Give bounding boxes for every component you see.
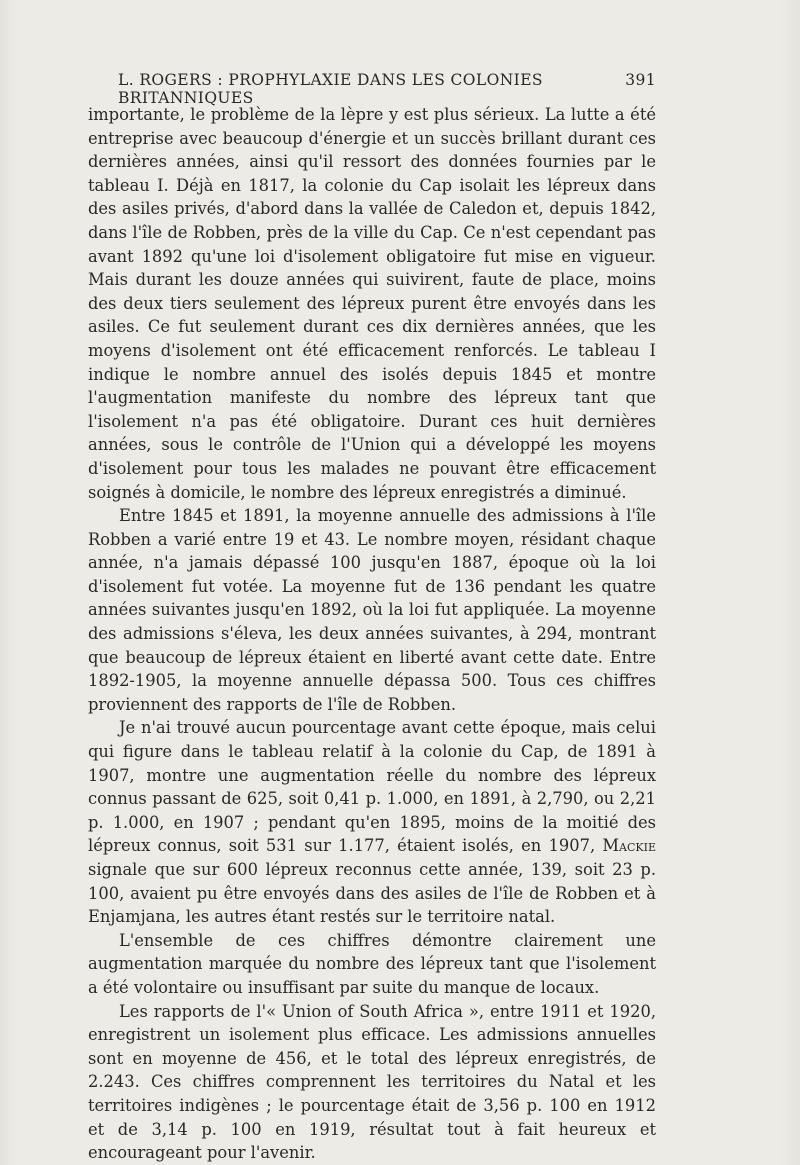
running-header <box>118 71 656 107</box>
paragraph-1: importante, le problème de la lèpre y est plus sérieux. La lutte a été entreprise avec beaucoup d'énergie et un succès brillant durant ces dernières années, ainsi qu'il ressort des données fournies par le tableau I. Déjà en 1817, la colonie du Cap isolait les lépreux dans des asiles privés, d'abord dans la vallée de Caledon et, depuis 1842, dans l'île de Robben, près de la ville du Cap. Ce n'est cependant pas avant 1892 qu'une loi d'isolement obligatoire fut mise en vigueur. Mais durant les douze années qui suivirent, faute de place, moins des deux tiers seulement des lépreux purent être envoyés dans les asiles. Ce fut seulement durant ces dix dernières années, que les moyens d'isolement ont été efficacement renforcés. Le tableau I indique le nombre annuel des isolés depuis 1845 et montre l'augmentation manifeste du nombre des lépreux tant que l'isolement n'a pas été obligatoire. Durant ces huit dernières années, sous le contrôle de l'Union qui a développé les moyens d'isolement pour tous les malades ne pouvant être efficacement soignés à domicile, le nombre des lépreux enregistrés a diminué. <box>88 105 656 502</box>
body-text <box>88 103 656 1165</box>
paragraph-4: L'ensemble de ces chiffres démontre clairement une augmentation marquée du nombre des lépreux tant que l'isolement a été volontaire ou insuffisant par suite du manque de locaux. <box>88 930 656 997</box>
paragraph-3-before: Je n'ai trouvé aucun pourcentage avant cette époque, mais celui qui figure dans le tableau relatif à la colonie du Cap, de 1891 à 1907, montre une augmentation réelle du nombre des lépreux connus passant de 625, soit 0,41 p. 1.000, en 1891, à 2,790, ou 2,21 p. 1.000, en 1907 ; pendant qu'en 1895, moins de la moitié des lépreux connus, soit 531 sur 1.177, étaient isolés, en 1907, <box>88 718 656 856</box>
paragraph-3-after: signale que sur 600 lépreux reconnus cette année, 139, soit 23 p. 100, avaient pu être envoyés dans des asiles de l'île de Robben et à Enjamjana, les autres étant restés sur le territoire natal. <box>88 860 656 927</box>
author-name-mackie: Mackie <box>602 836 656 856</box>
running-title: L. ROGERS : PROPHYLAXIE DANS LES COLONIES BRITANNIQUES <box>118 71 543 107</box>
paragraph-5: Les rapports de l'« Union of South Africa », entre 1911 et 1920, enregistrent un isolement plus efficace. Les admissions annuelles sont en moyenne de 456, et le total des lépreux enregistrés, de 2.243. Ces chiffres comprennent les territoires du Natal et les territoires indigènes ; le pourcentage était de 3,56 p. 100 en 1912 et de 3,14 p. 100 en 1919, résultat tout à fait heureux et encourageant pour l'avenir. <box>88 1001 656 1163</box>
paragraph-2: Entre 1845 et 1891, la moyenne annuelle des admissions à l'île Robben a varié entre 19 et 43. Le nombre moyen, résidant chaque année, n'a jamais dépassé 100 jusqu'en 1887, époque où la loi d'isolement fut votée. La moyenne fut de 136 pendant les quatre années suivantes jusqu'en 1892, où la loi fut appliquée. La moyenne des admissions s'éleva, les deux années suivantes, à 294, montrant que beaucoup de lépreux étaient en liberté avant cette date. Entre 1892-1905, la moyenne annuelle dépassa 500. Tous ces chiffres proviennent des rapports de l'île de Robben. <box>88 506 656 714</box>
page-number: 391 <box>625 71 656 89</box>
paragraph-3 <box>88 716 656 928</box>
